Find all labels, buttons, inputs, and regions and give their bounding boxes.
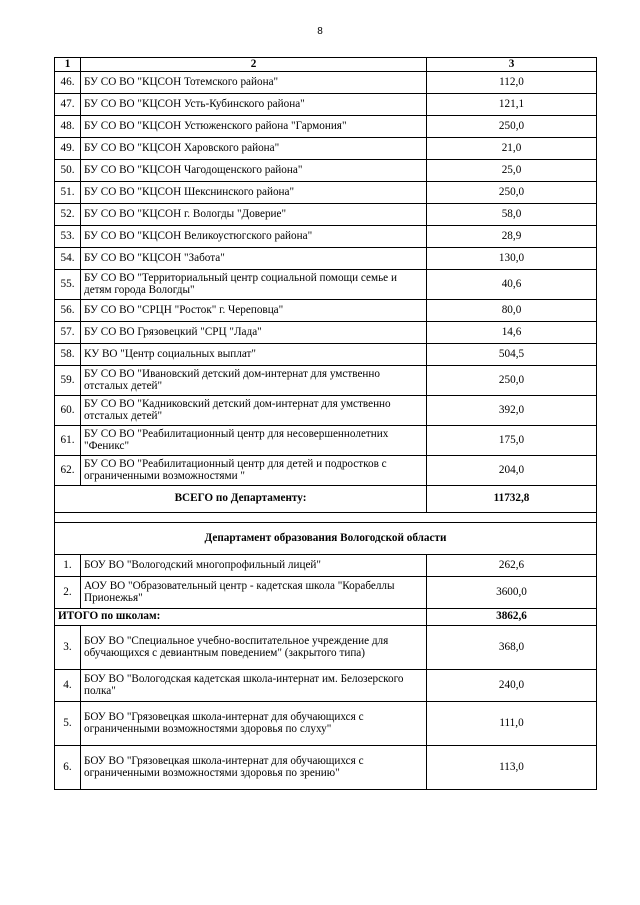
schools-subtotal-value: 3862,6: [427, 608, 597, 625]
amount: 175,0: [427, 425, 597, 455]
page-number: 8: [317, 26, 323, 37]
schools-subtotal-row: [55, 608, 597, 625]
table-row: [55, 395, 597, 425]
row-number: 53.: [55, 225, 81, 247]
amount: 112,0: [427, 71, 597, 93]
institution-name: БОУ ВО "Специальное учебно-воспитательное учреждение для обучающихся с девиантным поведением" (закрытого типа): [81, 625, 427, 669]
institution-name: БУ СО ВО "КЦСОН Усть-Кубинского района": [81, 93, 427, 115]
row-number: 4.: [55, 669, 81, 701]
table-row: [55, 701, 597, 745]
table-row: [55, 455, 597, 485]
institution-name: БУ СО ВО "КЦСОН "Забота": [81, 247, 427, 269]
table-row: [55, 71, 597, 93]
row-number: 56.: [55, 299, 81, 321]
row-number: 47.: [55, 93, 81, 115]
table-row: [55, 137, 597, 159]
table-row: [55, 625, 597, 669]
table-row: [55, 299, 597, 321]
table-row: [55, 554, 597, 576]
funding-table: [54, 57, 597, 790]
table-row: [55, 225, 597, 247]
table-row: [55, 343, 597, 365]
table-row: [55, 269, 597, 299]
table-row: [55, 425, 597, 455]
row-number: 48.: [55, 115, 81, 137]
institution-name: БУ СО ВО "Ивановский детский дом-интернат для умственно отсталых детей": [81, 365, 427, 395]
amount: 121,1: [427, 93, 597, 115]
header-col-3: 3: [427, 58, 597, 72]
spacer-row: [55, 512, 597, 522]
row-number: 6.: [55, 745, 81, 789]
institution-name: БУ СО ВО "Территориальный центр социальной помощи семье и детям города Вологды": [81, 269, 427, 299]
row-number: 3.: [55, 625, 81, 669]
section-title: Департамент образования Вологодской области: [55, 522, 597, 554]
institution-name: АОУ ВО "Образовательный центр - кадетская школа "Корабеллы Прионежья": [81, 576, 427, 608]
institution-name: БУ СО ВО "Реабилитационный центр для несовершеннолетних "Феникс": [81, 425, 427, 455]
row-number: 58.: [55, 343, 81, 365]
institution-name: БОУ ВО "Грязовецкая школа-интернат для обучающихся с ограниченными возможностями здоровья по зрению": [81, 745, 427, 789]
amount: 58,0: [427, 203, 597, 225]
amount: 504,5: [427, 343, 597, 365]
amount: 113,0: [427, 745, 597, 789]
department-total-row: [55, 485, 597, 512]
amount: 130,0: [427, 247, 597, 269]
institution-name: КУ ВО "Центр социальных выплат": [81, 343, 427, 365]
row-number: 50.: [55, 159, 81, 181]
row-number: 59.: [55, 365, 81, 395]
department-total-value: 11732,8: [427, 485, 597, 512]
amount: 250,0: [427, 365, 597, 395]
amount: 3600,0: [427, 576, 597, 608]
amount: 28,9: [427, 225, 597, 247]
table-row: [55, 576, 597, 608]
amount: 368,0: [427, 625, 597, 669]
institution-name: БУ СО ВО "КЦСОН г. Вологды "Доверие": [81, 203, 427, 225]
amount: 250,0: [427, 181, 597, 203]
amount: 250,0: [427, 115, 597, 137]
table-row: [55, 365, 597, 395]
amount: 392,0: [427, 395, 597, 425]
amount: 21,0: [427, 137, 597, 159]
table-row: [55, 745, 597, 789]
row-number: 1.: [55, 554, 81, 576]
institution-name: БУ СО ВО "КЦСОН Тотемского района": [81, 71, 427, 93]
row-number: 54.: [55, 247, 81, 269]
row-number: 5.: [55, 701, 81, 745]
row-number: 46.: [55, 71, 81, 93]
institution-name: БУ СО ВО "КЦСОН Харовского района": [81, 137, 427, 159]
amount: 111,0: [427, 701, 597, 745]
schools-subtotal-label: ИТОГО по школам:: [55, 608, 427, 625]
header-col-2: 2: [81, 58, 427, 72]
institution-name: БУ СО ВО "КЦСОН Шекснинского района": [81, 181, 427, 203]
amount: 240,0: [427, 669, 597, 701]
row-number: 52.: [55, 203, 81, 225]
table-row: [55, 181, 597, 203]
section-header-row: [55, 522, 597, 554]
row-number: 2.: [55, 576, 81, 608]
table-row: [55, 669, 597, 701]
table-row: [55, 247, 597, 269]
row-number: 62.: [55, 455, 81, 485]
institution-name: БУ СО ВО "КЦСОН Великоустюгского района": [81, 225, 427, 247]
institution-name: БУ СО ВО "Реабилитационный центр для детей и подростков с ограниченными возможностями ": [81, 455, 427, 485]
row-number: 60.: [55, 395, 81, 425]
table-row: [55, 93, 597, 115]
table-row: [55, 115, 597, 137]
institution-name: БУ СО ВО "КЦСОН Чагодощенского района": [81, 159, 427, 181]
row-number: 55.: [55, 269, 81, 299]
row-number: 61.: [55, 425, 81, 455]
amount: 262,6: [427, 554, 597, 576]
spacer-cell: [55, 512, 597, 522]
amount: 14,6: [427, 321, 597, 343]
row-number: 51.: [55, 181, 81, 203]
amount: 40,6: [427, 269, 597, 299]
amount: 25,0: [427, 159, 597, 181]
row-number: 49.: [55, 137, 81, 159]
row-number: 57.: [55, 321, 81, 343]
table-row: [55, 321, 597, 343]
institution-name: БУ СО ВО Грязовецкий "СРЦ "Лада": [81, 321, 427, 343]
institution-name: БУ СО ВО "Кадниковский детский дом-интернат для умственно отсталых детей": [81, 395, 427, 425]
amount: 80,0: [427, 299, 597, 321]
institution-name: БОУ ВО "Вологодский многопрофильный лицей": [81, 554, 427, 576]
amount: 204,0: [427, 455, 597, 485]
table-header-row: [55, 58, 597, 72]
table-row: [55, 159, 597, 181]
institution-name: БУ СО ВО "СРЦН "Росток" г. Череповца": [81, 299, 427, 321]
department-total-label: ВСЕГО по Департаменту:: [55, 485, 427, 512]
table-row: [55, 203, 597, 225]
institution-name: БОУ ВО "Вологодская кадетская школа-интернат им. Белозерского полка": [81, 669, 427, 701]
header-col-1: 1: [55, 58, 81, 72]
institution-name: БОУ ВО "Грязовецкая школа-интернат для обучающихся с ограниченными возможностями здоровья по слуху": [81, 701, 427, 745]
institution-name: БУ СО ВО "КЦСОН Устюженского района "Гармония": [81, 115, 427, 137]
